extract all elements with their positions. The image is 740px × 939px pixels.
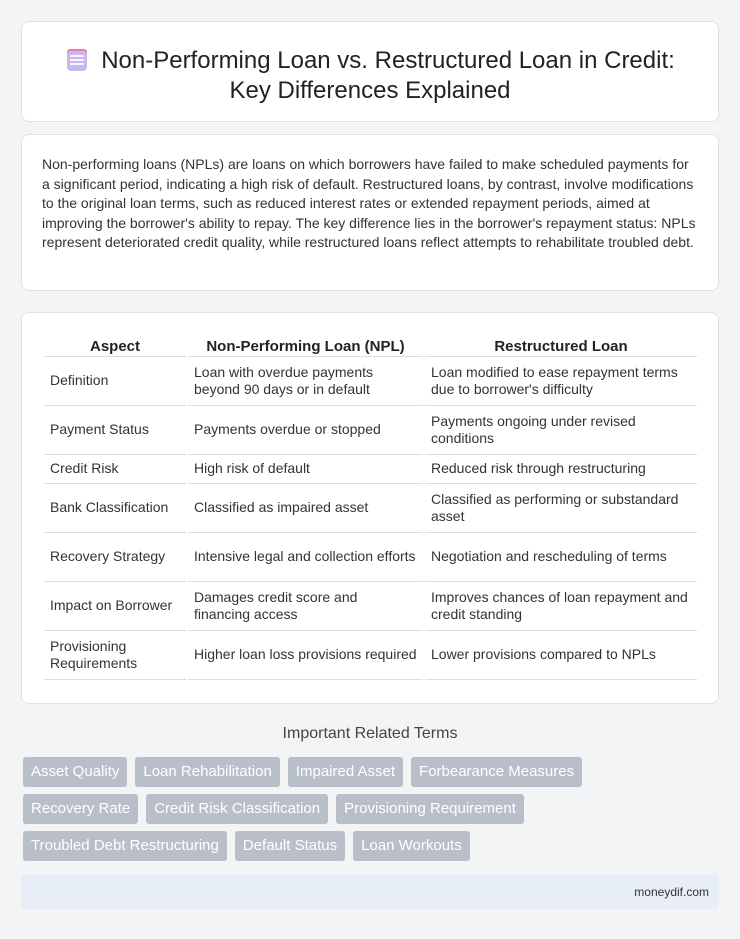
- cell-aspect: Impact on Borrower: [44, 582, 186, 631]
- header-npl: Non-Performing Loan (NPL): [188, 334, 423, 357]
- title-line-1: Non-Performing Loan vs. Restructured Loan in Credit:: [101, 47, 675, 74]
- footer: [21, 875, 719, 909]
- cell-aspect: Credit Risk: [44, 455, 186, 484]
- cell-restructured: Improves chances of loan repayment and credit standing: [425, 582, 697, 631]
- calendar-icon: [65, 49, 87, 71]
- table-row: [44, 455, 697, 484]
- tag-troubled-debt-restructuring[interactable]: Troubled Debt Restructuring: [23, 831, 227, 861]
- title-line-2: Key Differences Explained: [229, 77, 511, 104]
- table-row: [44, 533, 697, 582]
- cell-npl: Higher loan loss provisions required: [188, 631, 423, 680]
- table-row: [44, 582, 697, 631]
- cell-restructured: Negotiation and rescheduling of terms: [425, 533, 697, 582]
- comparison-table: [42, 334, 699, 680]
- table-header-row: [44, 334, 697, 357]
- title-card: [21, 21, 719, 122]
- intro-paragraph: Non-performing loans (NPLs) are loans on which borrowers have failed to make scheduled payments for a significant period, indicating a high risk of default. Restructured loans, by contrast, involve modifications to the original loan terms, such as reduced interest rates or extended repayment periods, aimed at improving the borrower's ability to repay. The key difference lies in the borrower's repayment status: NPLs represent deteriorated credit quality, while restructured loans reflect attempts to rehabilitate troubled debt.: [42, 156, 696, 251]
- cell-aspect: Recovery Strategy: [44, 533, 186, 582]
- cell-restructured: Classified as performing or substandard asset: [425, 484, 697, 533]
- cell-aspect: Definition: [44, 357, 186, 406]
- table-row: [44, 406, 697, 455]
- cell-aspect: Provisioning Requirements: [44, 631, 186, 680]
- cell-npl: Damages credit score and financing access: [188, 582, 423, 631]
- table-row: [44, 357, 697, 406]
- tag-recovery-rate[interactable]: Recovery Rate: [23, 794, 138, 824]
- tag-loan-workouts[interactable]: Loan Workouts: [353, 831, 470, 861]
- related-terms-list: [23, 757, 623, 868]
- cell-restructured: Lower provisions compared to NPLs: [425, 631, 697, 680]
- table-row: [44, 484, 697, 533]
- tag-asset-quality[interactable]: Asset Quality: [23, 757, 127, 787]
- cell-npl: High risk of default: [188, 455, 423, 484]
- header-restructured: Restructured Loan: [425, 334, 697, 357]
- tag-impaired-asset[interactable]: Impaired Asset: [288, 757, 403, 787]
- tag-loan-rehabilitation[interactable]: Loan Rehabilitation: [135, 757, 279, 787]
- intro-card: [21, 134, 719, 291]
- cell-npl: Payments overdue or stopped: [188, 406, 423, 455]
- tag-provisioning-requirement[interactable]: Provisioning Requirement: [336, 794, 524, 824]
- cell-npl: Intensive legal and collection efforts: [188, 533, 423, 582]
- footer-site-link[interactable]: moneydif.com: [634, 885, 709, 899]
- related-terms-heading: Important Related Terms: [282, 725, 458, 742]
- cell-restructured: Payments ongoing under revised conditions: [425, 406, 697, 455]
- table-row: [44, 631, 697, 680]
- cell-npl: Loan with overdue payments beyond 90 days or in default: [188, 357, 423, 406]
- cell-npl: Classified as impaired asset: [188, 484, 423, 533]
- cell-restructured: Reduced risk through restructuring: [425, 455, 697, 484]
- comparison-table-card: [21, 312, 719, 704]
- cell-aspect: Payment Status: [44, 406, 186, 455]
- page-title: [22, 46, 718, 106]
- tag-default-status[interactable]: Default Status: [235, 831, 345, 861]
- tag-credit-risk-classification[interactable]: Credit Risk Classification: [146, 794, 328, 824]
- cell-aspect: Bank Classification: [44, 484, 186, 533]
- tag-forbearance-measures[interactable]: Forbearance Measures: [411, 757, 582, 787]
- cell-restructured: Loan modified to ease repayment terms due to borrower's difficulty: [425, 357, 697, 406]
- header-aspect: Aspect: [44, 334, 186, 357]
